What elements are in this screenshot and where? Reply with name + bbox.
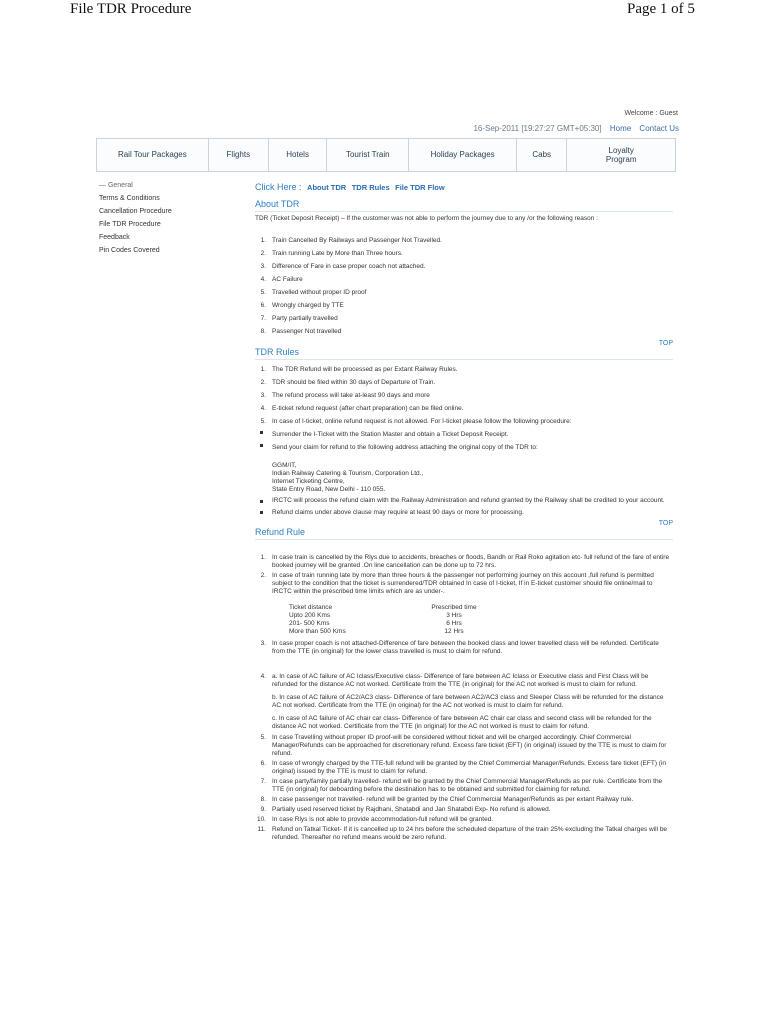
print-header-title: File TDR Procedure — [70, 1, 192, 17]
sidebar-item-feedback[interactable]: Feedback — [99, 234, 130, 241]
list-item: IRCTC will process the refund claim with the Railway Administration and refund granted by the Railway shall be credited to your account. — [255, 497, 673, 505]
list-item: 5. In case of I-ticket, online refund request is not allowed. For I-ticket please follow the following procedure: — [260, 417, 572, 425]
top-links-bar — [400, 124, 679, 133]
list-item: 1. In case train is cancelled by the Rlys due to accidents, breaches or floods, Bandh or Rail Roko agitation etc- full refund of the fare of entire booked journey will be granted .On line cancellation can be done up to 72 hrs. — [260, 553, 670, 569]
list-item: 4. E-ticket refund request (after chart preparation) can be filed online. — [260, 404, 464, 412]
nav-loyalty-program[interactable]: Loyalty Program — [605, 145, 637, 164]
list-item: 1. The TDR Refund will be processed as per Extant Railway Rules. — [260, 365, 458, 373]
postal-address: GGM/IT, Indian Railway Catering & Tourism, Corporation Ltd., Internet Ticketing Centre, State Entry Road, New Delhi - 110 055. — [272, 461, 424, 493]
refund-rule-heading: Refund Rule — [255, 527, 673, 540]
welcome-text: Welcome : Guest — [624, 110, 678, 117]
list-item: 6. In case of wrongly charged by the TTE-full refund will be granted by the Chief Commercial Manager/Refunds. Excess fare ticket (EFT) (in original) issued by the TTE is must to claim for refund. — [260, 759, 667, 775]
nav-cabs[interactable]: Cabs — [517, 139, 567, 171]
nav-hotels[interactable]: Hotels — [269, 139, 327, 171]
tdr-rules-heading: TDR Rules — [255, 347, 673, 360]
list-item: 3. In case proper coach is not attached-Difference of fare between the booked class and lower travelled class will be refunded. Certificate from the TTE (in original) for the lower class travelled is must to claim for refund. — [260, 639, 659, 655]
list-item: 3. The refund process will take at-least 90 days and more — [260, 391, 430, 399]
main-content — [255, 182, 673, 842]
click-here-label: Click Here : — [255, 182, 302, 192]
list-item: 8. In case passenger not travelled- refund will be granted by the Chief Commercial Manager/Refunds as per extant Railway rule. — [260, 795, 634, 803]
datetime-text: 16-Sep-2011 [19:27:27 GMT+05:30] — [473, 124, 602, 133]
nav-holiday-packages[interactable]: Holiday Packages — [409, 139, 517, 171]
tdr-rules-link[interactable]: TDR Rules — [351, 183, 390, 192]
nav-rail-tour-packages[interactable]: Rail Tour Packages — [97, 139, 209, 171]
list-item: Send your claim for refund to the following address attaching the original copy of the TDR to: — [255, 441, 673, 454]
list-item: 6. Wrongly charged by TTE — [260, 301, 344, 309]
tdr-rules-bullets — [255, 428, 673, 454]
print-page-number: Page 1 of 5 — [627, 1, 695, 17]
nav-flights[interactable]: Flights — [209, 139, 269, 171]
file-tdr-flow-link[interactable]: File TDR Flow — [395, 183, 445, 192]
list-item: 9. Partially used reserved ticket by Rajdhani, Shatabdi and Jan Shatabdi Exp- No refund is allowed. — [260, 805, 551, 813]
list-item: Surrender the I-Ticket with the Station Master and obtain a Ticket Deposit Receipt. — [255, 428, 673, 441]
tdr-rules-bullets-2 — [255, 497, 673, 518]
list-item: Refund claims under above clause may require at least 90 days or more for processing. — [255, 508, 673, 518]
list-item: 5. In case Travelling without proper ID proof-will be considered without ticket and will be charged accordingly. Chief Commercial Manager/Refunds can be approached for discretionary refund. Excess fare ticket (EFT) (in original) issued by the TTE is must to claim for refund. — [260, 733, 667, 757]
top-link[interactable]: TOP — [658, 339, 673, 347]
list-item: b. In case of AC failure of AC2/AC3 class- Difference of fare between AC2/AC3 class and Sleeper Class will be refunded for the distance AC not worked. Certificate from the TTE (in original) for the AC not worked is must to claim for refund. — [272, 693, 664, 709]
top-link[interactable]: TOP — [658, 519, 673, 527]
about-tdr-link[interactable]: About TDR — [307, 183, 347, 192]
refund-rule-list — [255, 554, 673, 842]
list-item: 3. Difference of Fare in case proper coach not attached. — [260, 262, 426, 270]
contact-us-link[interactable]: Contact Us — [639, 124, 679, 133]
list-item: 7. Party partially travelled — [260, 314, 338, 322]
list-item: 4. a. In case of AC failure of AC Iclass/Executive class- Difference of fare between AC Iclass or Executive class and First Class will be refunded for the distance AC not worked. Certificate from the TTE (in original) for the AC not worked is must to claim for refund. — [260, 672, 649, 688]
home-link[interactable]: Home — [609, 124, 632, 133]
sidebar-item-terms[interactable]: Terms & Conditions — [99, 195, 160, 202]
list-item: 2. Train running Late by More than Three hours. — [260, 249, 403, 257]
list-item: 4. AC Failure — [260, 275, 303, 283]
list-item: 7. In case party/family partially travelled- refund will be granted by the Chief Commercial Manager/Refunds as per rule. Certificate from the TTE (in original) for deboarding before the destination has to be obtained and submitted for claiming for refund. — [260, 777, 663, 793]
list-item: 5. Travelled without proper ID proof — [260, 288, 367, 296]
tdr-rules-list — [255, 363, 673, 428]
list-item: 10. In case Rlys is not able to provide accommodation-full refund will be granted. — [256, 815, 494, 823]
list-item: 1. Train Cancelled By Railways and Passenger Not Travelled. — [260, 236, 442, 244]
list-item: 2. TDR should be filed within 30 days of Departure of Train. — [260, 378, 436, 386]
about-tdr-heading: About TDR — [255, 199, 673, 212]
sidebar — [99, 182, 172, 260]
list-item: 11. Refund on Tatkal Ticket- If it is cancelled up to 24 hrs before the scheduled departure of the train 25% excluding the Tatkal charges will be refunded. Thereafter no refund means would be zero refund. — [257, 825, 668, 841]
nav-tourist-train[interactable]: Tourist Train — [327, 139, 409, 171]
sidebar-item-file-tdr[interactable]: File TDR Procedure — [99, 221, 161, 228]
refund-time-table: Ticket distance Prescribed time Upto 200 Kms 3 Hrs 201- 500 Kms 6 Hrs More than 500 Kms 12 Hrs — [289, 603, 477, 635]
sidebar-item-cancellation[interactable]: Cancellation Procedure — [99, 208, 172, 215]
list-item: c. In case of AC failure of AC chair car class- Difference of fare between AC chair car class and second class will be refunded for the distance AC not worked. Certificate from the TTE (in original) for the AC not worked is must to claim for refund. — [272, 714, 652, 730]
about-tdr-list — [255, 234, 673, 338]
list-item: 2. In case of train running late by more than three hours & the passenger not performing journey on this account ,full refund is permitted subject to the condition that the ticket is surrendered/TDR obtained In case of I-ticket, If in E-ticket customer should file online/mail to IRCTC within the prescribed time limits which are as under-. Ticket distance Prescribed time Upto 200 Kms 3 Hrs 201- 500 Kms 6 Hrs More than 500 Kms 12 Hrs — [255, 572, 673, 636]
sidebar-header: — General — [99, 182, 133, 189]
list-item: 8. Passenger Not travelled — [260, 327, 342, 335]
main-nav — [96, 138, 676, 172]
sidebar-item-pin-codes[interactable]: Pin Codes Covered — [99, 247, 160, 254]
about-tdr-intro: TDR (Ticket Deposit Receipt) – If the customer was not able to perform the journey due to any /or the following reason : — [255, 215, 598, 222]
click-here-bar — [255, 182, 673, 194]
